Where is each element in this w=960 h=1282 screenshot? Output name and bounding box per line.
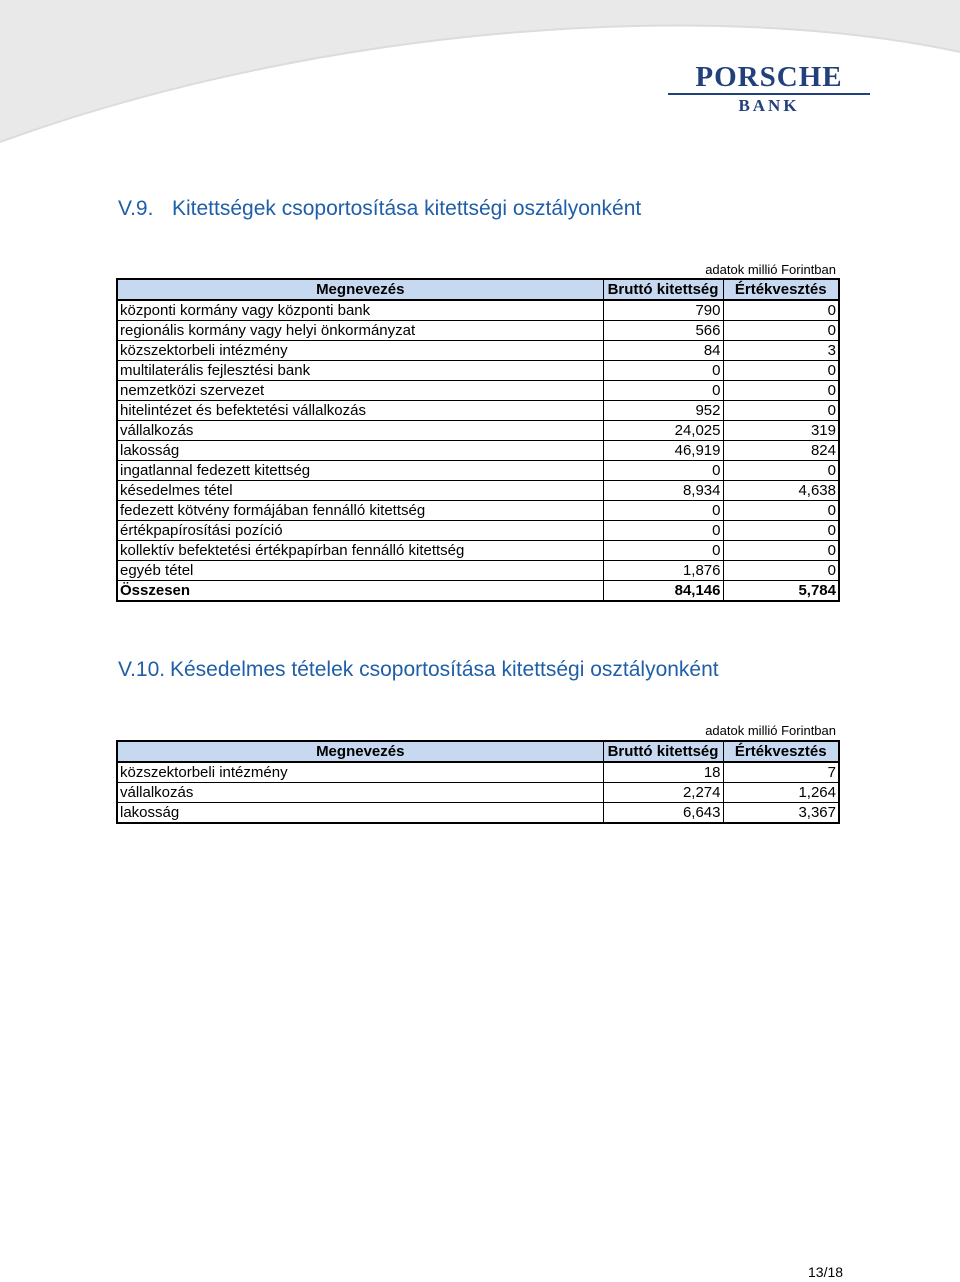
unit-note: adatok millió Forintban <box>705 723 836 738</box>
row-gross: 24,025 <box>603 421 723 441</box>
header-name: Megnevezés <box>117 279 603 300</box>
row-gross: 952 <box>603 401 723 421</box>
row-impairment: 3,367 <box>723 803 839 824</box>
row-name: lakosság <box>117 441 603 461</box>
header-gross: Bruttó kitettség <box>603 741 723 762</box>
row-gross: 18 <box>603 762 723 783</box>
row-name: nemzetközi szervezet <box>117 381 603 401</box>
row-gross: 84 <box>603 341 723 361</box>
row-name: multilaterális fejlesztési bank <box>117 361 603 381</box>
table-row <box>117 300 839 321</box>
row-impairment: 0 <box>723 321 839 341</box>
row-gross: 566 <box>603 321 723 341</box>
section-number: V.10. <box>118 658 166 681</box>
table-row <box>117 783 839 803</box>
row-impairment: 4,638 <box>723 481 839 501</box>
row-name: regionális kormány vagy helyi önkormányzat <box>117 321 603 341</box>
row-impairment: 3 <box>723 341 839 361</box>
table-row <box>117 541 839 561</box>
exposure-table <box>116 278 840 602</box>
row-gross: 1,876 <box>603 561 723 581</box>
table-row <box>117 361 839 381</box>
row-gross: 0 <box>603 541 723 561</box>
row-impairment: 0 <box>723 541 839 561</box>
row-impairment: 0 <box>723 381 839 401</box>
row-name: vállalkozás <box>117 421 603 441</box>
row-gross: 0 <box>603 501 723 521</box>
row-impairment: 0 <box>723 561 839 581</box>
row-name: kollektív befektetési értékpapírban fennálló kitettség <box>117 541 603 561</box>
total-name: Összesen <box>117 581 603 602</box>
section-number: V.9. <box>118 197 154 220</box>
header-impairment: Értékvesztés <box>723 741 839 762</box>
table-header <box>117 741 839 762</box>
logo-sub: BANK <box>738 96 800 115</box>
section-title-text: Késedelmes tételek csoportosítása kitettségi osztályonként <box>170 658 719 681</box>
table-row <box>117 501 839 521</box>
total-impairment: 5,784 <box>723 581 839 602</box>
table-header <box>117 279 839 300</box>
total-gross: 84,146 <box>603 581 723 602</box>
row-gross: 0 <box>603 461 723 481</box>
row-gross: 0 <box>603 381 723 401</box>
logo-divider <box>668 93 870 95</box>
row-impairment: 0 <box>723 361 839 381</box>
total-row <box>117 581 839 602</box>
row-name: vállalkozás <box>117 783 603 803</box>
section-title-text: Kitettségek csoportosítása kitettségi osztályonként <box>172 197 642 220</box>
row-impairment: 0 <box>723 300 839 321</box>
table-row <box>117 521 839 541</box>
row-impairment: 7 <box>723 762 839 783</box>
table-row <box>117 401 839 421</box>
row-impairment: 1,264 <box>723 783 839 803</box>
row-name: ingatlannal fedezett kitettség <box>117 461 603 481</box>
row-gross: 6,643 <box>603 803 723 824</box>
row-gross: 790 <box>603 300 723 321</box>
section-title-v9 <box>118 197 641 221</box>
unit-note: adatok millió Forintban <box>705 262 836 277</box>
table-row <box>117 421 839 441</box>
row-gross: 0 <box>603 361 723 381</box>
table-row <box>117 341 839 361</box>
row-impairment: 319 <box>723 421 839 441</box>
overdue-table <box>116 740 840 824</box>
table-row <box>117 481 839 501</box>
table-row <box>117 441 839 461</box>
row-impairment: 824 <box>723 441 839 461</box>
row-gross: 8,934 <box>603 481 723 501</box>
row-name: lakosság <box>117 803 603 824</box>
header-gross: Bruttó kitettség <box>603 279 723 300</box>
header-impairment: Értékvesztés <box>723 279 839 300</box>
page-number: 13/18 <box>808 1264 844 1280</box>
header-name: Megnevezés <box>117 741 603 762</box>
logo-name: PORSCHE <box>695 61 843 93</box>
table-row <box>117 381 839 401</box>
row-name: hitelintézet és befektetési vállalkozás <box>117 401 603 421</box>
row-impairment: 0 <box>723 461 839 481</box>
row-name: értékpapírosítási pozíció <box>117 521 603 541</box>
row-name: fedezett kötvény formájában fennálló kitettség <box>117 501 603 521</box>
row-gross: 0 <box>603 521 723 541</box>
row-impairment: 0 <box>723 501 839 521</box>
row-name: közszektorbeli intézmény <box>117 341 603 361</box>
table-row <box>117 762 839 783</box>
row-name: központi kormány vagy központi bank <box>117 300 603 321</box>
row-name: késedelmes tétel <box>117 481 603 501</box>
porsche-bank-logo <box>664 62 874 114</box>
section-title-v10 <box>118 658 719 682</box>
row-name: egyéb tétel <box>117 561 603 581</box>
row-impairment: 0 <box>723 401 839 421</box>
row-name: közszektorbeli intézmény <box>117 762 603 783</box>
table-row <box>117 461 839 481</box>
table-row <box>117 803 839 824</box>
table-row <box>117 561 839 581</box>
row-gross: 46,919 <box>603 441 723 461</box>
row-impairment: 0 <box>723 521 839 541</box>
table-row <box>117 321 839 341</box>
row-gross: 2,274 <box>603 783 723 803</box>
